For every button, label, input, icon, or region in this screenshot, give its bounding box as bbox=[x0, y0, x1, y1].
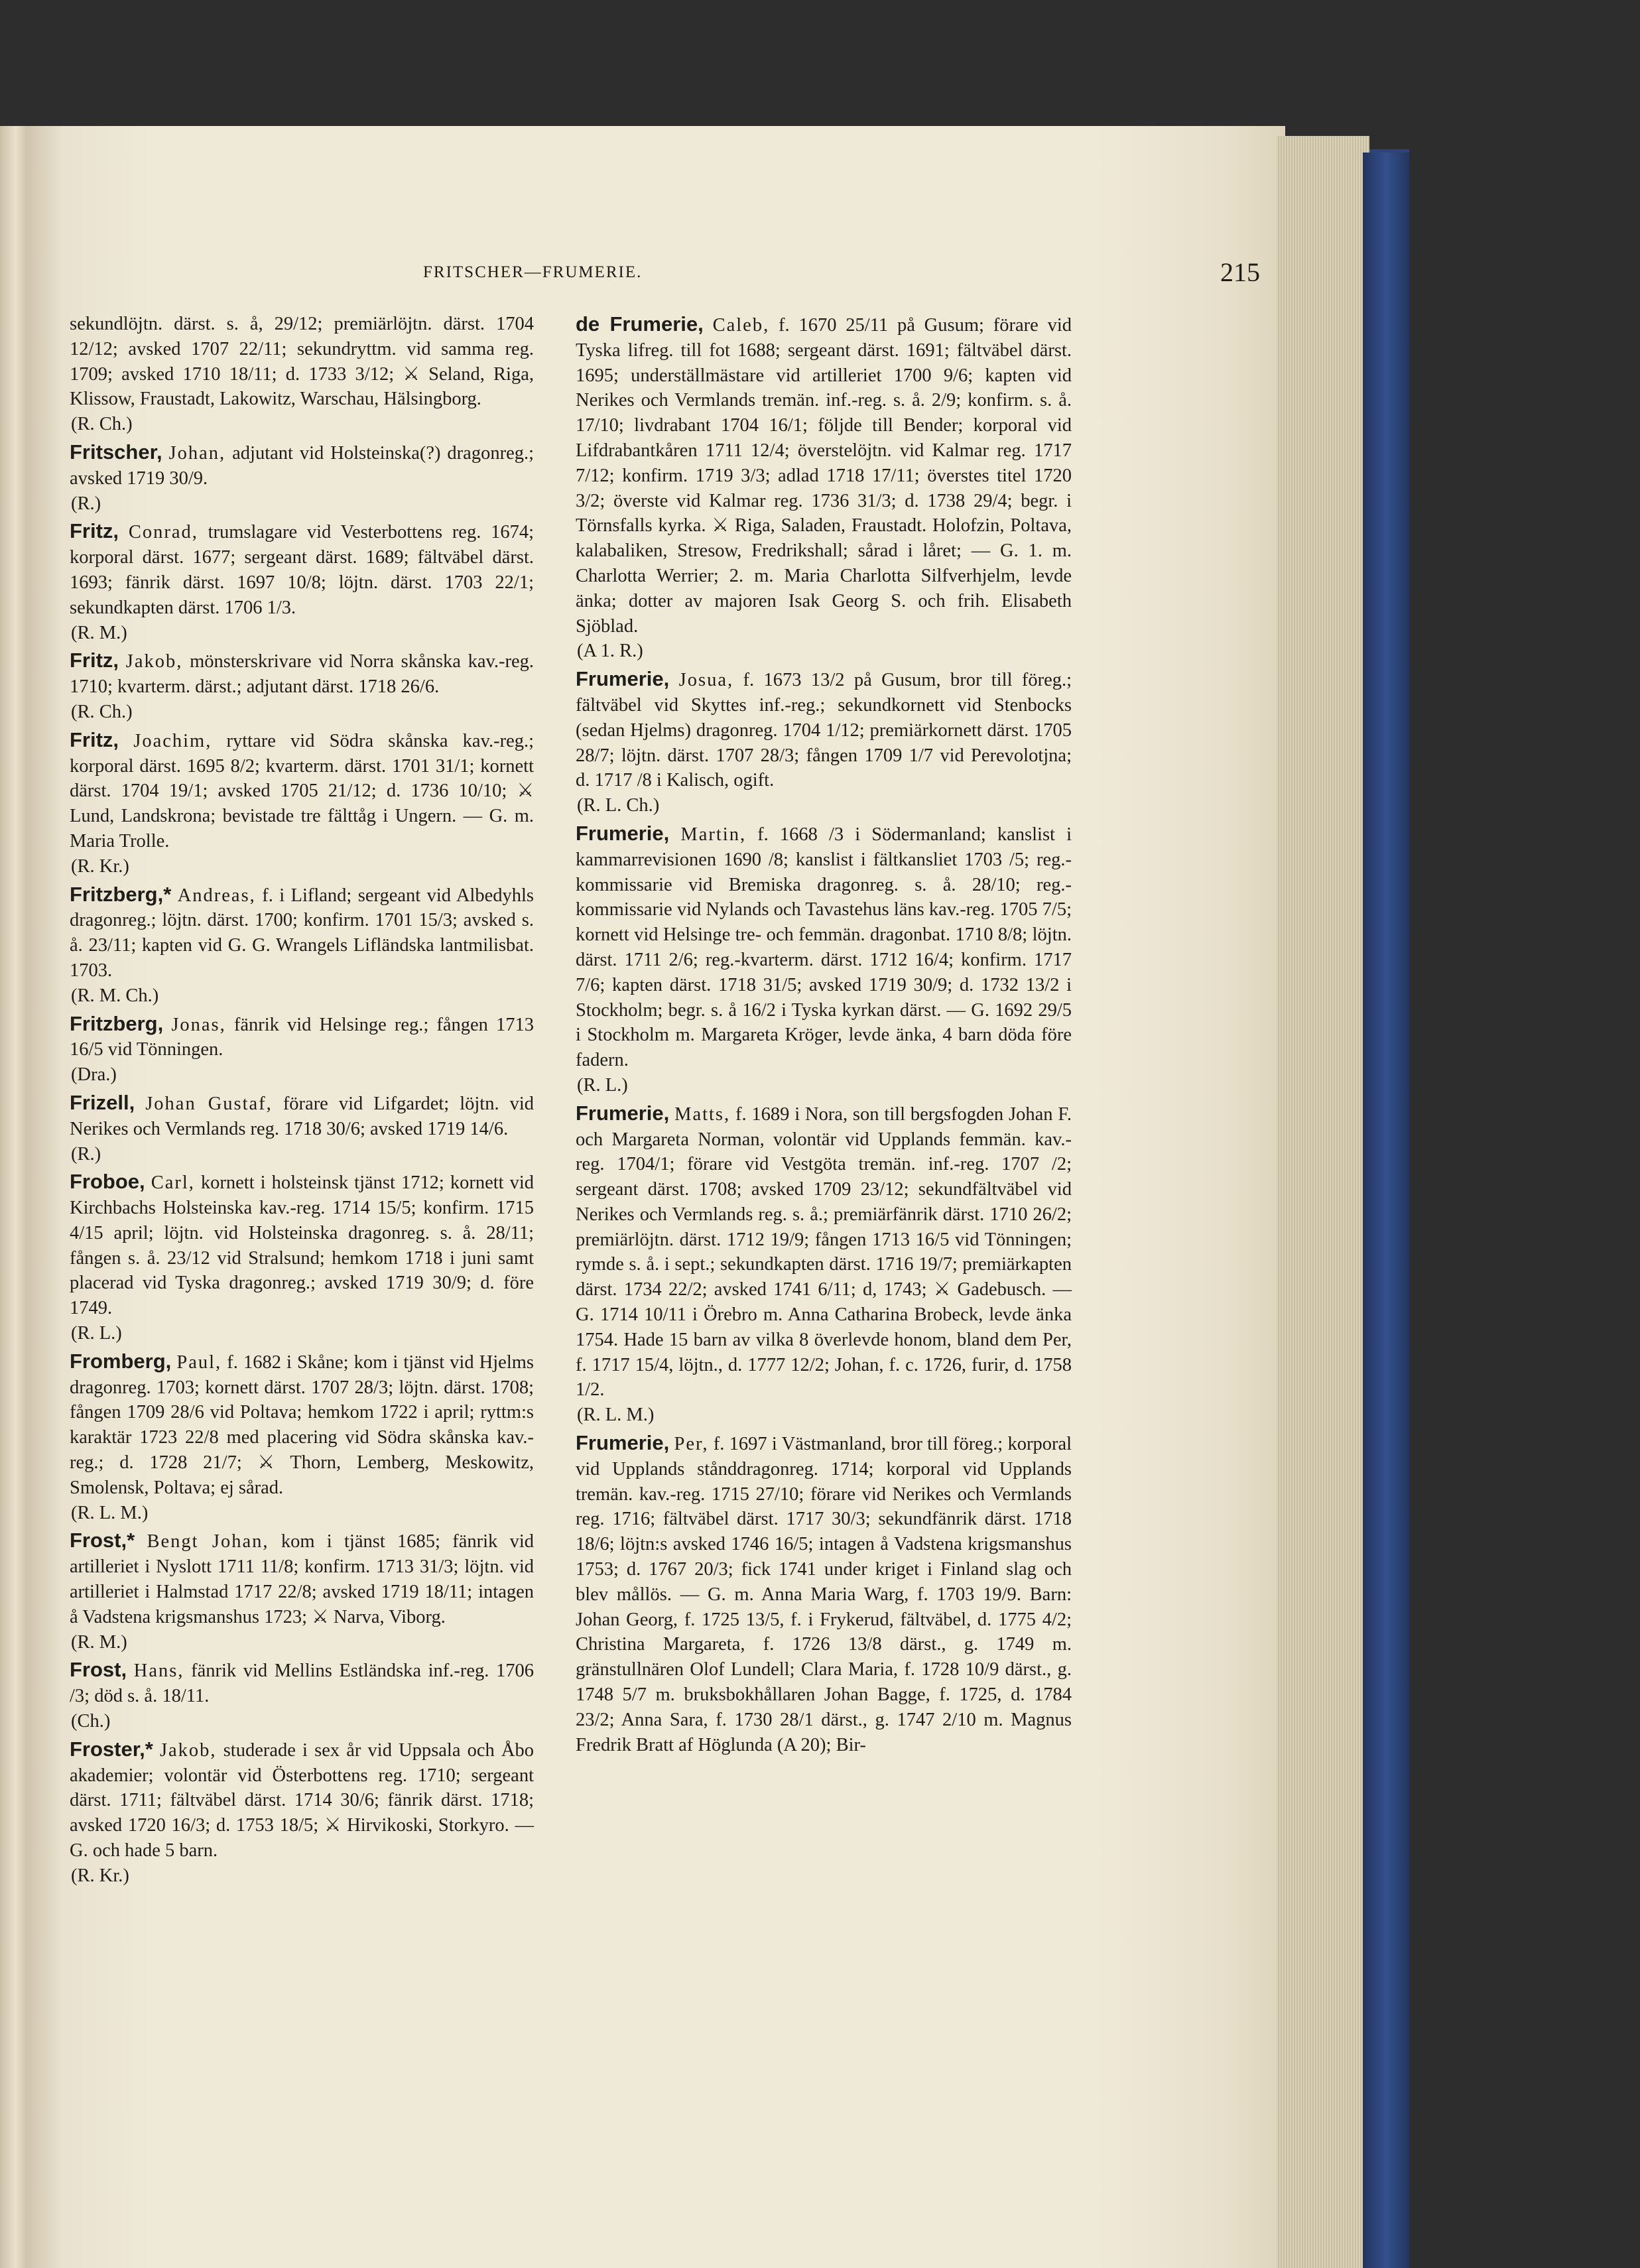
entry-text: förare vid Lifgardet; löjtn. vid Nerikes och Vermlands reg. 1718 30/6; avsked 1719 14/6. bbox=[70, 1093, 534, 1139]
entry-text: f. 1673 13/2 på Gusum, bror till föreg.; fältväbel vid Skyttes inf.-reg.; sekundkornett vid Stenbocks (sedan Hjelms) dragonreg. 1704 1/12; premiärkornett därst. 1705 28/7; löjtn. därst. 1707 28/3; fången 1709 1/7 vid Perevolotjna; d. 1717 /8 i Kalisch, ogift. bbox=[576, 670, 1072, 791]
entry-source-reference: (R. Ch.) bbox=[71, 701, 133, 722]
right-column bbox=[576, 312, 1072, 1760]
entry-given-name: Caleb, bbox=[712, 315, 770, 336]
biography-entry bbox=[70, 1011, 534, 1088]
entry-surname: Fromberg, bbox=[70, 1349, 172, 1373]
entry-text: f. 1668 /3 i Södermanland; kanslist i kammarrevisionen 1690 /8; kanslist i fältkansliet 1703 /5; reg.-kommissarie vid Bremiska dragonreg. s. å. 28/10; reg.-kommissarie vid Nylands och Tavastehus läns kav.-reg. 1705 7/5; kornett vid Helsinge tre- och femmän. dragonbat. 1710 8/8; löjtn. därst. 1711 2/6; reg.-kvarterm. därst. 1712 16/4; konfirm. 1717 7/6; kapten därst. 1718 31/5; avsked 1719 30/9; d. 1732 13/2 i Stockholm; begr. s. å 16/2 i Tyska kyrkan därst. — G. 1692 29/5 i Stockholm m. Margareta Kröger, levde änka, 4 barn döda före fadern. bbox=[576, 824, 1072, 1071]
entry-surname: Fritzberg,* bbox=[70, 882, 172, 906]
entry-given-name: Hans, bbox=[133, 1661, 184, 1682]
biography-entry bbox=[576, 1101, 1072, 1428]
biography-entry bbox=[576, 666, 1072, 818]
entry-surname: Froboe, bbox=[70, 1170, 145, 1194]
entry-source-reference: (R. L. M.) bbox=[71, 1502, 149, 1523]
entry-source-reference: (R. Kr.) bbox=[71, 855, 129, 877]
page-number: 215 bbox=[1220, 257, 1260, 287]
biography-entry bbox=[70, 1169, 534, 1346]
entry-given-name: Josua, bbox=[678, 670, 734, 691]
entry-source-reference: (R. M. Ch.) bbox=[71, 985, 159, 1006]
entry-source-reference: (R.) bbox=[71, 493, 101, 514]
page-header bbox=[66, 257, 1273, 290]
entry-surname: Frumerie, bbox=[576, 1101, 670, 1125]
entry-surname: de Frumerie, bbox=[576, 312, 704, 336]
entry-given-name: Joachim, bbox=[133, 730, 212, 751]
entry-source-reference: (A 1. R.) bbox=[577, 641, 643, 662]
running-head: FRITSCHER—FRUMERIE. bbox=[423, 263, 643, 281]
entry-surname: Fritz, bbox=[70, 727, 119, 751]
entry-text: sekundlöjtn. därst. s. å, 29/12; premiärlöjtn. därst. 1704 12/12; avsked 1707 22/11; sekundryttm. vid samma reg. 1709; avsked 1710 18/11; d. 1733 3/12; ⚔ Seland, Riga, Klissow, Fraustadt, Lakowitz, Warschau, Hälsingborg. bbox=[70, 314, 534, 410]
entry-source-reference: (R.) bbox=[71, 1143, 101, 1165]
entry-given-name: Matts, bbox=[674, 1103, 731, 1125]
entry-text: mönsterskrivare vid Norra skånska kav.-reg. 1710; kvarterm. därst.; adjutant därst. 1718 26/6. bbox=[70, 651, 535, 698]
biography-entry bbox=[70, 440, 534, 516]
entry-text: f. 1670 25/11 på Gusum; förare vid Tyska lifreg. till fot 1688; sergeant därst. 1691; fältväbel därst. 1695; underställmästare vid artilleriet 1700 9/6; kapten vid Nerikes och Vermlands tremän. inf.-reg. s. å. 2/9; konfirm. s. å. 17/10; livdrabant 1704 16/1; följde till Bender; korporal vid Lifdrabantkåren 1711 12/4; överstelöjtn. vid Kalmar reg. 1717 7/12; konfirm. 1719 3/3; adlad 1718 17/11; överstes titel 1720 3/2; överste vid Kalmar reg. 1736 31/3; d. 1738 29/4; begr. i Törnsfalls kyrka. ⚔ Riga, Saladen, Fraustadt. Holofzin, Poltava, kalabaliken, Stresow, Fredrikshall; sårad i låret; — G. 1. m. Charlotta Werrier; 2. m. Maria Charlotta Silfverhjelm, levde änka; dotter av majoren Isak Georg S. och frih. Elisabeth Sjöblad. bbox=[576, 315, 1072, 637]
entry-given-name: Jonas, bbox=[171, 1014, 226, 1035]
entry-given-name: Johan, bbox=[168, 442, 226, 464]
entry-text: fänrik vid Mellins Estländska inf.-reg. 1706 /3; död s. å. 18/11. bbox=[70, 1661, 535, 1707]
entry-surname: Frumerie, bbox=[576, 667, 670, 691]
entry-surname: Frumerie, bbox=[576, 821, 670, 845]
biography-entry bbox=[70, 1528, 534, 1655]
biography-entry bbox=[70, 648, 534, 724]
entry-surname: Frumerie, bbox=[576, 1431, 670, 1455]
entry-given-name: Carl, bbox=[151, 1172, 195, 1194]
entry-given-name: Johan Gustaf, bbox=[145, 1093, 273, 1114]
entry-given-name: Andreas, bbox=[177, 885, 256, 906]
entry-source-reference: (R. L.) bbox=[577, 1074, 628, 1096]
entry-text: f. 1689 i Nora, son till bergsfogden Johan F. och Margareta Norman, volontär vid Upplands femmän. kav.-reg. 1704/1; förare vid Vestgöta tremän. inf.-reg. 1707 /2; sergeant därst. 1708; avsked 1709 23/12; sekundfältväbel vid Nerikes och Vermlands reg. s. å.; premiärfänrik därst. 1710 26/2; premiärlöjtn. därst. 1712 19/9; fången 1713 16/5 vid Tönningen; rymde s. å. i sept.; sekundkapten därst. 1716 19/7; premiärkapten därst. 1734 22/2; avsked 1741 6/11; d, 1743; ⚔ Gadebusch. — G. 1714 10/11 i Örebro m. Anna Catharina Brobeck, levde änka 1754. Hade 15 barn av vilka 8 överlevde honom, bland dem Per, f. 1717 15/4, löjtn., d. 1777 12/2; Johan, f. c. 1726, furir, d. 1758 1/2. bbox=[576, 1103, 1072, 1401]
entry-text: studerade i sex år vid Uppsala och Åbo akademier; volontär vid Österbottens reg. 1710; sergeant därst. 1711; fältväbel därst. 1714 30/6; fänrik därst. 1718; avsked 1720 16/3; d. 1753 18/5; ⚔ Hirvikoski, Storkyro. — G. och hade 5 barn. bbox=[70, 1739, 535, 1861]
biography-entry bbox=[70, 1090, 534, 1166]
entry-surname: Froster,* bbox=[70, 1737, 153, 1761]
entry-text: adjutant vid Holsteinska(?) dragonreg.; avsked 1719 30/9. bbox=[70, 442, 535, 489]
biography-entry bbox=[576, 1430, 1072, 1757]
biography-entry bbox=[70, 519, 534, 645]
entry-text: fänrik vid Helsinge reg.; fången 1713 16/5 vid Tönningen. bbox=[70, 1014, 534, 1060]
entry-text: ryttare vid Södra skånska kav.-reg.; korporal därst. 1695 8/2; kvarterm. därst. 1701 31/1; kornett därst. 1704 19/1; avsked 1705 21/12; d. 1736 10/10; ⚔ Lund, Landskrona; bevistade tre fälttåg i Ungern. — G. m. Maria Trolle. bbox=[70, 730, 535, 851]
facing-page-edge bbox=[0, 126, 27, 2268]
entry-given-name: Conrad, bbox=[128, 522, 198, 543]
biography-entry bbox=[70, 727, 534, 879]
entry-text: trumslagare vid Vesterbottens reg. 1674; korporal därst. 1677; sergeant därst. 1689; fältväbel därst. 1693; fänrik därst. 1697 10/8; löjtn. därst. 1703 22/1; sekundkapten därst. 1706 1/3. bbox=[70, 522, 534, 618]
entry-given-name: Jakob, bbox=[125, 651, 183, 672]
entry-text: kom i tjänst 1685; fänrik vid artilleriet i Nyslott 1711 11/8; konfirm. 1713 31/3; löjtn. vid artilleriet i Halmstad 1717 22/8; avsked 1719 18/11; intagen å Vadstena krigsmanshus 1723; ⚔ Narva, Viborg. bbox=[70, 1531, 535, 1627]
entry-source-reference: (R. L. Ch.) bbox=[577, 795, 660, 816]
entry-surname: Fritzberg, bbox=[70, 1011, 164, 1035]
entry-source-reference: (Ch.) bbox=[71, 1711, 111, 1732]
entry-text: f. 1697 i Västmanland, bror till föreg.; korporal vid Upplands stånddragonreg. 1714; korporal vid Upplands tremän. kav.-reg. 1715 27/10; förare vid Nerikes och Vermlands reg. 1716; fältväbel därst. 1717 30/3; sekundfänrik därst. 1718 18/6; löjtn:s avsked 1746 16/5; intagen å Vadstena krigsmanshus 1753; d. 1767 20/3; fick 1741 under kriget i Finland slag och blev mållös. — G. m. Anna Maria Warg, f. 1703 19/9. Barn: Johan Georg, f. 1725 13/5, f. i Frykerud, fältväbel, d. 1775 4/2; Christina Margareta, f. 1726 13/8 därst., g. 1749 m. gränstullnären Olof Lundell; Clara Maria, f. 1728 10/9 därst., g. 1748 5/7 m. bruksbokhållaren Johan Bagge, f. 1725, d. 1784 23/2; Anna Sara, f. 1730 28/1 därst., g. 1747 2/10 m. Magnus Fredrik Bratt af Höglunda (A 20); Bir- bbox=[576, 1434, 1072, 1755]
entry-source-reference: (R. M.) bbox=[71, 622, 127, 643]
entry-source-reference: (R. Ch.) bbox=[71, 414, 133, 435]
entry-text: kornett i holsteinsk tjänst 1712; kornett vid Kirchbachs Holsteinska kav.-reg. 1714 15/5; konfirm. 1715 4/15 april; löjtn. vid Holsteinska dragonreg. s. å. 28/11; fången s. å. 23/12 vid Stralsund; hemkom 1718 i juni samt placerad vid Tyska dragonreg.; avsked 1719 30/9; d. före 1749. bbox=[70, 1172, 535, 1319]
entry-source-reference: (R. L. M.) bbox=[577, 1405, 655, 1426]
biography-entry bbox=[70, 312, 534, 437]
entry-given-name: Paul, bbox=[176, 1352, 222, 1373]
entry-text: f. i Lifland; sergeant vid Albedyhls dragonreg.; löjtn. därst. 1700; konfirm. 1701 15/3; avsked s. å. 23/11; kapten vid G. G. Wrangels Lifländska lantmilisbat. 1703. bbox=[70, 885, 534, 981]
biography-entry bbox=[70, 1737, 534, 1889]
entry-given-name: Bengt Johan, bbox=[147, 1531, 269, 1552]
entry-surname: Frost,* bbox=[70, 1529, 135, 1552]
page-block-edges bbox=[1277, 136, 1369, 2268]
entry-source-reference: (R. L.) bbox=[71, 1323, 122, 1344]
entry-surname: Fritscher, bbox=[70, 440, 162, 464]
book-cover-spine bbox=[1363, 153, 1409, 2268]
biography-entry bbox=[576, 312, 1072, 664]
biography-entry bbox=[70, 1349, 534, 1526]
entry-source-reference: (R. Kr.) bbox=[71, 1865, 129, 1886]
entry-given-name: Per, bbox=[674, 1434, 709, 1455]
biography-entry bbox=[576, 821, 1072, 1098]
entry-source-reference: (Dra.) bbox=[71, 1064, 117, 1086]
entry-source-reference: (R. M.) bbox=[71, 1631, 127, 1653]
entry-given-name: Martin, bbox=[680, 824, 747, 845]
entry-surname: Fritz, bbox=[70, 519, 119, 543]
entry-surname: Frost, bbox=[70, 1658, 127, 1682]
entry-surname: Frizell, bbox=[70, 1090, 135, 1114]
left-column bbox=[70, 312, 534, 1891]
entry-text: f. 1682 i Skåne; kom i tjänst vid Hjelms dragonreg. 1703; kornett därst. 1707 28/3; löjtn. därst. 1708; fången 1709 28/6 vid Poltava; hemkom 1722 i april; ryttm:s karaktär 1723 22/8 med placering vid Södra skånska kav.-reg.; d. 1728 21/7; ⚔ Thorn, Lemberg, Meskowitz, Smolensk, Poltava; ej sårad. bbox=[70, 1352, 535, 1498]
entry-given-name: Jakob, bbox=[159, 1739, 217, 1761]
biography-entry bbox=[70, 882, 534, 1009]
entry-surname: Fritz, bbox=[70, 649, 119, 672]
biography-entry bbox=[70, 1657, 534, 1733]
